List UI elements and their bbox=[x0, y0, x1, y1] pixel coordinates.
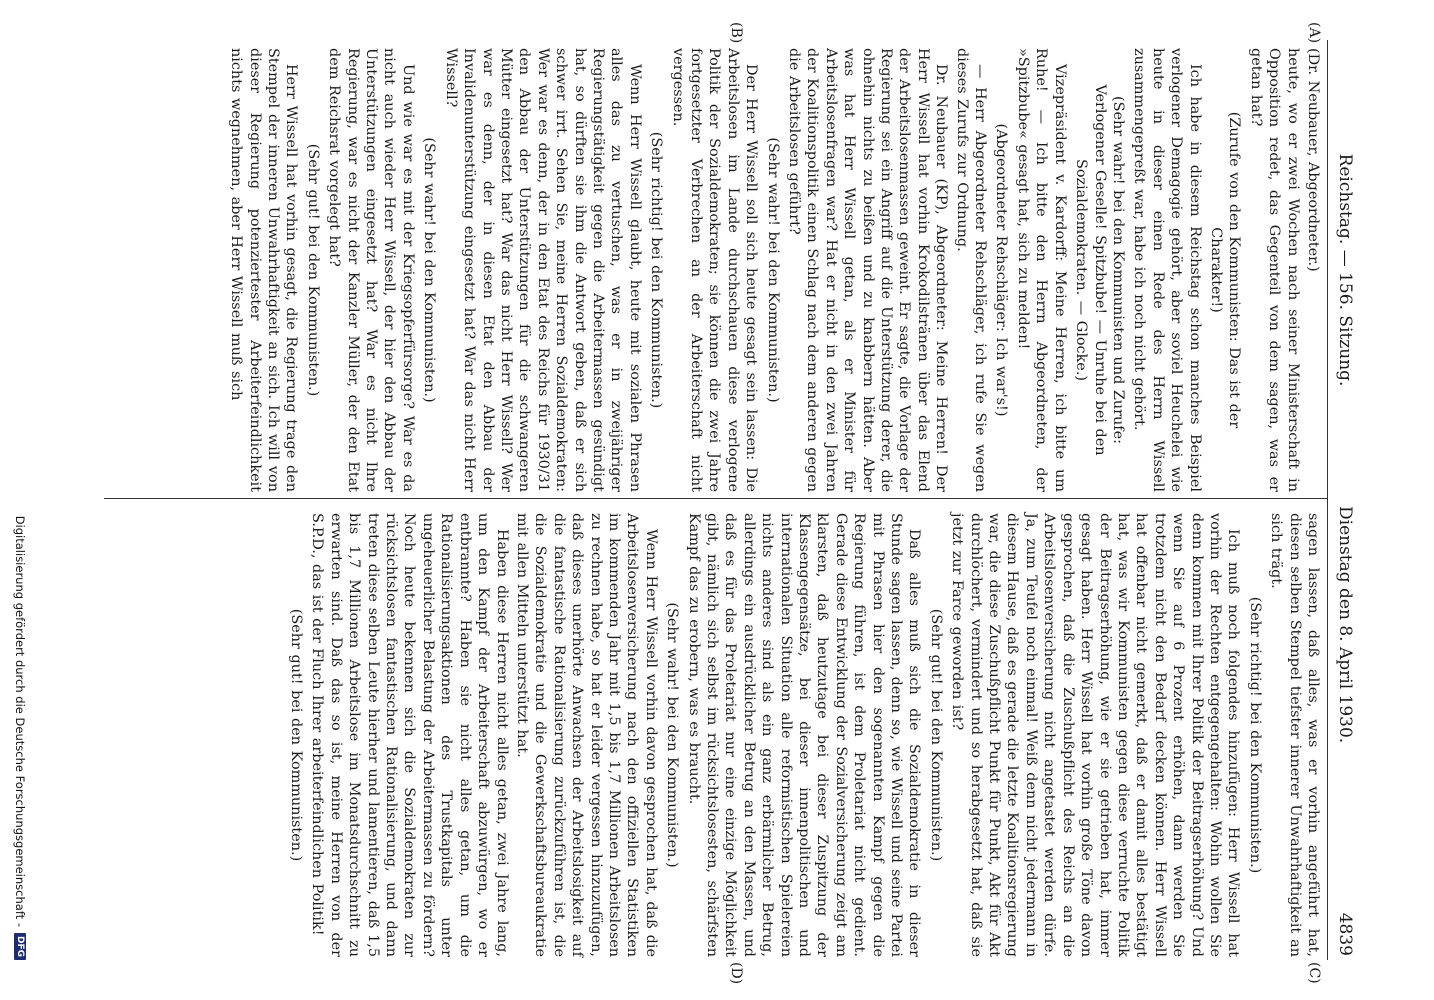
interjection: (Sehr gut! bei den Kommunisten.) bbox=[288, 608, 305, 862]
margin-letter-b: (B) bbox=[728, 22, 744, 44]
column-divider bbox=[104, 498, 1328, 499]
header-date: Dienstag den 8. April 1930. bbox=[1335, 506, 1355, 744]
header-session: Reichstag. — 156. Sitzung. bbox=[1335, 153, 1355, 387]
margin-letter-a: (A) bbox=[1306, 22, 1322, 44]
paragraph: (Dr. Neubauer, Abgeordneter.) bbox=[1305, 48, 1321, 272]
header-rule bbox=[1327, 40, 1328, 960]
paragraph: Dr. Neubauer (KP), Abgeordneter: Meine Herren! Der Herr Wissell hat vorhin Krokodilstränen über das Elend der Arbeitslosenmassen geweint. Er sagte, die Vorlage der Regierung sei ein Angriff auf die Unterstützung derer, die ohnehin nichts zu beißen und zu knabbern hätten. Aber was hat Herr Wissell getan, als er Minister für Arbeitslosenfragen war? Hat er nicht in den zwei Jahren der Koalitionspolitik einen Schlag nach dem anderen gegen die Arbeitslosen geführt? bbox=[786, 48, 950, 492]
paragraph: Und wie war es mit der Kriegsopferfürsorge? War es da nicht auch wieder Herr Wissell, der hier den Abbau der Unterstützungen eingesetzt hat? War es nicht Ihre Regierung, war es nicht der Kanzler Müller, der den Etat dem Reichsrat vorgelegt hat? bbox=[326, 48, 416, 492]
interjection: (Abgeordneter Rehschläger: Ich war's!) bbox=[993, 123, 1010, 417]
interjection: (Sehr richtig! bei den Kommunisten.) bbox=[1246, 596, 1263, 874]
interjection: (Sehr wahr! bei den Kommunisten.) bbox=[664, 602, 681, 868]
left-column bbox=[225, 48, 1322, 492]
paragraph: Wenn Herr Wissell vorhin davon gesprochen hat, daß die Arbeitslosenversicherung nach den offiziellen Statistiken im kommenden Jahr mit 1,5 bis 1,7 Millionen Arbeitslosen zu rechnen habe, so hat er leider vergessen hinzuzufügen, daß dieses unerhörte Anwachsen der Arbeitslosigkeit auf die fantastische Rationalisierung zurückzuführen ist, die die Sozialdemokratie und die Gewerkschaftsbureaukratie mit allen Mitteln unterstützt hat. bbox=[513, 513, 659, 957]
page-footer bbox=[10, 40, 30, 960]
paragraph: sagen lassen, daß alles, was er vorhin angeführt hat, diesen selben Stempel tiefster innerer Unwahrhaftigkeit an sich trägt. bbox=[1268, 513, 1321, 957]
paragraph: Wenn Herr Wissell glaubt, heute mit sozialen Phrasen alles das zu vertuschen, was er in zweijähriger Regierungstätigkeit gegen die Arbeitermassen gesündigt hat, so dürften sie ihm die Antwort geben, daß er sich schwer irrt. Sehen Sie, meine Herren Sozialdemokraten: Wer war es denn, der in den Etat des Reichs für 1930/31 den Abbau der Unterstützungen für die schwangeren Mütter eingesetzt hat? War das nicht Herr Wissell? Wer war es denn, der in diesen Etat den Abbau der Invalidenunterstützung eingesetzt hat? War das nicht Herr Wissell? bbox=[442, 48, 643, 492]
paragraph: Vizepräsident v. Kardorff: Meine Herren, ich bitte um Ruhe! — Ich bitte den Herrn Abgeordneten, der »Spitzbube« gesagt hat, sich zu melden! bbox=[1014, 48, 1068, 492]
footer-credit: Digitalisierung gefördert durch die Deutsche Forschungsgemeinschaft - bbox=[13, 515, 27, 927]
interjection: (Sehr gut! bei den Kommunisten.) bbox=[304, 143, 321, 397]
margin-letter-c: (C) bbox=[1306, 962, 1322, 984]
paragraph: Ich habe in diesem Reichstag schon manches Beispiel verlogener Demagogie gehört, aber soviel Heuchelei wie heute in dieser einen Rede des Herrn Wissell zusammengepreßt war, habe ich noch nicht gehört. bbox=[1131, 48, 1203, 492]
paragraph: Der Herr Wissell soll sich heute gesagt sein lassen: Die Arbeitslosen im Lande durchschauen diese verlogene Politik der Sozialdemokraten; sie können die zwei Jahre fortgesetzter Verbrechen an der Arbeiterschaft nicht vergessen. bbox=[669, 48, 760, 492]
margin-letter-d: (D) bbox=[728, 962, 744, 985]
page-header bbox=[1332, 40, 1358, 960]
interjection: (Sehr wahr! bei den Kommunisten.) bbox=[421, 137, 438, 403]
interjection: (Sehr richtig! bei den Kommunisten.) bbox=[648, 131, 665, 409]
interjection: (Sehr wahr! bei den Kommunisten.) bbox=[764, 137, 781, 403]
paragraph: — Herr Abgeordneter Rehschläger, ich rufe Sie wegen dieses Zurufs zur Ordnung. bbox=[953, 48, 989, 492]
interjection: (Sehr gut! bei den Kommunisten.) bbox=[927, 608, 944, 862]
page-number: 4839 bbox=[1335, 912, 1355, 956]
paragraph: Ich muß noch folgendes hinzufügen: Herr Wissell hat vorhin der Rechten entgegengehalten: Wohin wollen Sie denn kommen mit Ihrer Politik der Beitragserhöhung? Und wenn Sie auf 6 Prozent erhöhen, dann werden Sie trotzdem nicht den Bedarf decken können. Herr Wissell hat offenbar nicht gemerkt, daß er damit alles bestätigt hat, was wir Kommunisten gegen diese verruchte Politik der Beitragserhöhung, wie er sie getrieben hat, immer gesagt haben. Herr Wissell hat vorhin große Töne davon gesprochen, daß die Zuschußpflicht des Reichs an die Arbeitslosenversicherung nicht angetastet werden dürfe. Ja, zum Teufel noch einmal! Weiß denn nicht jedermann in diesem Hause, daß es gerade die letzte Koalitionsregierung war, die diese Zuschußpflicht Punkt für Punkt, Akt für Akt durchlöchert, vermindert und so herabgesetzt hat, daß sie jetzt zur Farce geworden ist? bbox=[949, 513, 1242, 957]
paragraph: Herr Wissell hat vorhin gesagt, die Regierung trage den Stempel der inneren Unwahrhaftigkeit an sich. Ich will von dieser Regierung potenziertester Arbeiterfeindlichkeit nichts wegnehmen, aber Herr Wissell muß sich bbox=[228, 48, 300, 492]
right-column bbox=[284, 513, 1322, 957]
paragraph: Haben diese Herren nicht alles getan, zwei Jahre lang, um den Kampf der Arbeiterschaft abzuwürgen, wo er entbrannte? Haben sie nicht alles getan, um die Rationalisierungsaktionen des Trustkapitals unter ungeheuerlicher Belastung der Arbeitermassen zu fördern? Noch heute bekennen sich die Sozialdemokraten zur rücksichtslosen fantastischen Rationalisierung, und dann treten diese selben Leute hierher und lamentieren, daß 1,5 bis 1,7 Millionen Arbeitslose im Monatsdurchschnitt zu erwarten sind. Daß das so ist, meine Herren von der S.P.D., das ist der Fluch Ihrer arbeiterfeindlichen Politik! bbox=[309, 513, 510, 957]
interjection: (Sehr wahr! bei den Kommunisten und Zurufe: Verlogener Geselle! Spitzbube! — Unruhe bei den Sozialdemokraten. — Glocke.) bbox=[1073, 84, 1126, 456]
interjection: (Zurufe von den Kommunisten: Das ist der Charakter!) bbox=[1207, 111, 1243, 429]
paragraph: heute, wo er zwei Wochen nach seiner Ministerschaft in Opposition redet, das Gegenteil von dem sagen, was er getan hat? bbox=[1247, 48, 1301, 492]
paragraph: Daß alles muß sich die Sozialdemokratie in dieser Stunde sagen lassen, denn so, wie Wissell und seine Partei mit Phrasen hier den sogenannten Kampf gegen die Regierung führen, ist dem Proletariat nicht gedient. Gerade diese Entwicklung der Sozialversicherung zeigt am klarsten, daß heutzutage bei dieser Zuspitzung der Klassengegensätze, bei dieser innenpolitischen und internationalen Situation alle reformistischen Spielereien nichts anderes sind als ein ganz erbärmlicher Betrug, allerdings ein ausdrücklicher Betrug an den Massen, und daß es für das Proletariat nur eine einzige Möglichkeit gibt, nämlich sich selbst im rücksichtslosesten, schärfsten Kampf das zu erobern, was es braucht. bbox=[685, 513, 923, 957]
dfg-logo: DFG bbox=[14, 933, 26, 960]
